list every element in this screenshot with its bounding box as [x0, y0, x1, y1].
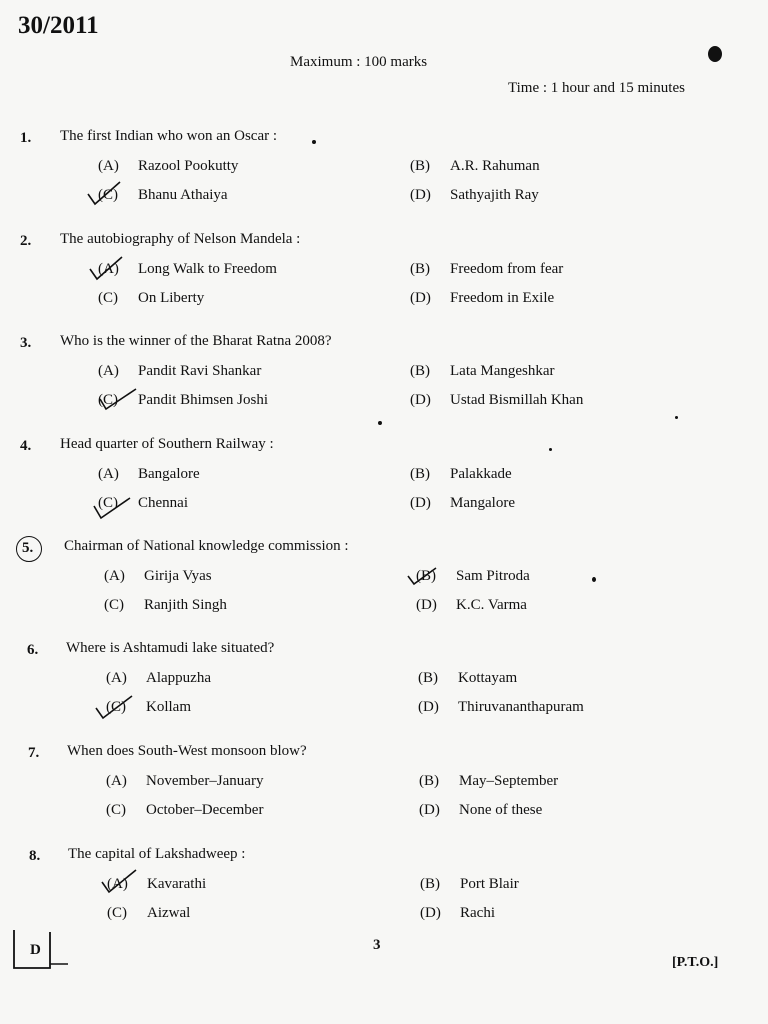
option-text: October–December [146, 802, 264, 818]
option-label: (D) [410, 392, 431, 408]
option-text: Pandit Ravi Shankar [138, 363, 262, 379]
option-label: (C) [98, 290, 118, 306]
option-b [418, 670, 517, 687]
question-number: 1. [20, 130, 32, 146]
option-label: (C) [98, 392, 118, 408]
checkmark-icon [86, 180, 126, 206]
option-label: (B) [410, 261, 430, 277]
option-a [106, 670, 211, 687]
option-text: Kollam [146, 699, 191, 715]
option-text: November–January [146, 773, 264, 789]
option-label: (D) [410, 187, 431, 203]
time-allowed: Time : 1 hour and 15 minutes [508, 80, 685, 96]
option-b [410, 363, 555, 380]
option-label: (A) [98, 158, 119, 174]
ink-speck [592, 577, 596, 582]
question-text: Head quarter of Southern Railway : [60, 436, 274, 452]
option-label: (D) [420, 905, 441, 921]
question-4 [0, 438, 768, 538]
option-text: Rachi [460, 905, 495, 921]
option-d [419, 802, 542, 819]
option-b [410, 466, 512, 483]
option-label: (C) [98, 495, 118, 511]
option-text: Freedom in Exile [450, 290, 555, 306]
option-text: Ustad Bismillah Khan [450, 392, 584, 408]
option-text: Girija Vyas [144, 568, 212, 584]
ink-speck [378, 421, 382, 425]
option-label: (D) [419, 802, 440, 818]
option-label: (C) [98, 187, 118, 203]
question-text: The autobiography of Nelson Mandela : [60, 231, 301, 247]
option-d [410, 187, 539, 204]
question-7 [0, 745, 768, 845]
checkmark-icon [98, 387, 138, 413]
ink-speck [312, 140, 316, 144]
option-a [104, 568, 212, 585]
question-8 [0, 848, 768, 948]
option-b [410, 261, 563, 278]
option-label: (B) [420, 876, 440, 892]
option-label: (B) [410, 466, 430, 482]
please-turn-over: [P.T.O.] [672, 955, 719, 970]
question-number: 3. [20, 335, 32, 351]
option-text: Alappuzha [146, 670, 211, 686]
option-text: Mangalore [450, 495, 515, 511]
maximum-marks: Maximum : 100 marks [290, 54, 428, 70]
option-label: (A) [98, 261, 119, 277]
option-c [104, 597, 227, 614]
option-d [420, 905, 495, 922]
option-text: On Liberty [138, 290, 205, 306]
question-number: 4. [20, 438, 32, 454]
option-d [410, 290, 554, 307]
checkmark-icon [94, 694, 134, 720]
option-label: (A) [106, 670, 127, 686]
ink-blot [708, 46, 722, 62]
option-text: Razool Pookutty [138, 158, 239, 174]
option-text: Sam Pitroda [456, 568, 530, 584]
option-a [98, 158, 238, 175]
option-label: (D) [410, 495, 431, 511]
option-d [410, 392, 583, 409]
question-text: When does South-West monsoon blow? [67, 743, 307, 759]
option-c [106, 802, 263, 819]
question-number: 2. [20, 233, 32, 249]
option-text: Sathyajith Ray [450, 187, 539, 203]
option-label: (B) [418, 670, 438, 686]
option-c [107, 905, 190, 922]
option-label: (B) [410, 158, 430, 174]
option-a [98, 466, 200, 483]
option-label: (C) [104, 597, 124, 613]
checkmark-icon [88, 255, 128, 281]
option-label: (A) [104, 568, 125, 584]
question-1 [0, 130, 768, 230]
option-label: (B) [410, 363, 430, 379]
page-number: 3 [373, 937, 381, 953]
option-label: (C) [107, 905, 127, 921]
option-label: (B) [419, 773, 439, 789]
option-text: Aizwal [147, 905, 191, 921]
option-label: (B) [416, 568, 436, 584]
question-5 [0, 540, 768, 640]
ink-speck [675, 416, 678, 419]
checkmark-icon [92, 494, 132, 520]
option-c [98, 290, 204, 307]
option-label: (C) [106, 802, 126, 818]
question-2 [0, 233, 768, 333]
option-label: (D) [418, 699, 439, 715]
option-label: (A) [98, 363, 119, 379]
option-d [416, 597, 527, 614]
question-number: 8. [29, 848, 41, 864]
option-a [106, 773, 263, 790]
checkmark-icon [100, 868, 140, 894]
paper-code: 30/2011 [18, 12, 99, 39]
option-text: Port Blair [460, 876, 519, 892]
option-d [418, 699, 584, 716]
option-text: K.C. Varma [456, 597, 527, 613]
option-b [410, 158, 540, 175]
option-text: Chennai [138, 495, 188, 511]
option-text: A.R. Rahuman [450, 158, 540, 174]
option-text: Kavarathi [147, 876, 207, 892]
option-b [419, 773, 558, 790]
question-6 [0, 642, 768, 742]
option-text: Ranjith Singh [144, 597, 227, 613]
option-text: Bangalore [138, 466, 200, 482]
option-text: Kottayam [458, 670, 518, 686]
question-text: The first Indian who won an Oscar : [60, 128, 278, 144]
option-text: Bhanu Athaiya [138, 187, 228, 203]
checkmark-icon [406, 564, 446, 590]
option-text: Thiruvananthapuram [458, 699, 584, 715]
option-text: Long Walk to Freedom [138, 261, 277, 277]
option-a [98, 363, 261, 380]
question-3 [0, 335, 768, 435]
question-text: Where is Ashtamudi lake situated? [66, 640, 275, 656]
option-label: (A) [107, 876, 128, 892]
option-text: None of these [459, 802, 543, 818]
option-text: Pandit Bhimsen Joshi [138, 392, 269, 408]
option-text: Freedom from fear [450, 261, 564, 277]
question-text: Chairman of National knowledge commission : [64, 538, 349, 554]
question-number: 5. [22, 540, 34, 556]
question-number: 7. [28, 745, 40, 761]
option-text: May–September [459, 773, 559, 789]
option-text: Palakkade [450, 466, 512, 482]
option-label: (D) [416, 597, 437, 613]
option-b [420, 876, 519, 893]
option-text: Lata Mangeshkar [450, 363, 555, 379]
question-text: The capital of Lakshadweep : [68, 846, 246, 862]
series-letter: D [30, 942, 41, 958]
option-label: (D) [410, 290, 431, 306]
option-d [410, 495, 515, 512]
question-text: Who is the winner of the Bharat Ratna 2008? [60, 333, 332, 349]
ink-speck [549, 448, 552, 451]
option-label: (C) [106, 699, 126, 715]
option-label: (A) [98, 466, 119, 482]
option-label: (A) [106, 773, 127, 789]
question-number: 6. [27, 642, 39, 658]
